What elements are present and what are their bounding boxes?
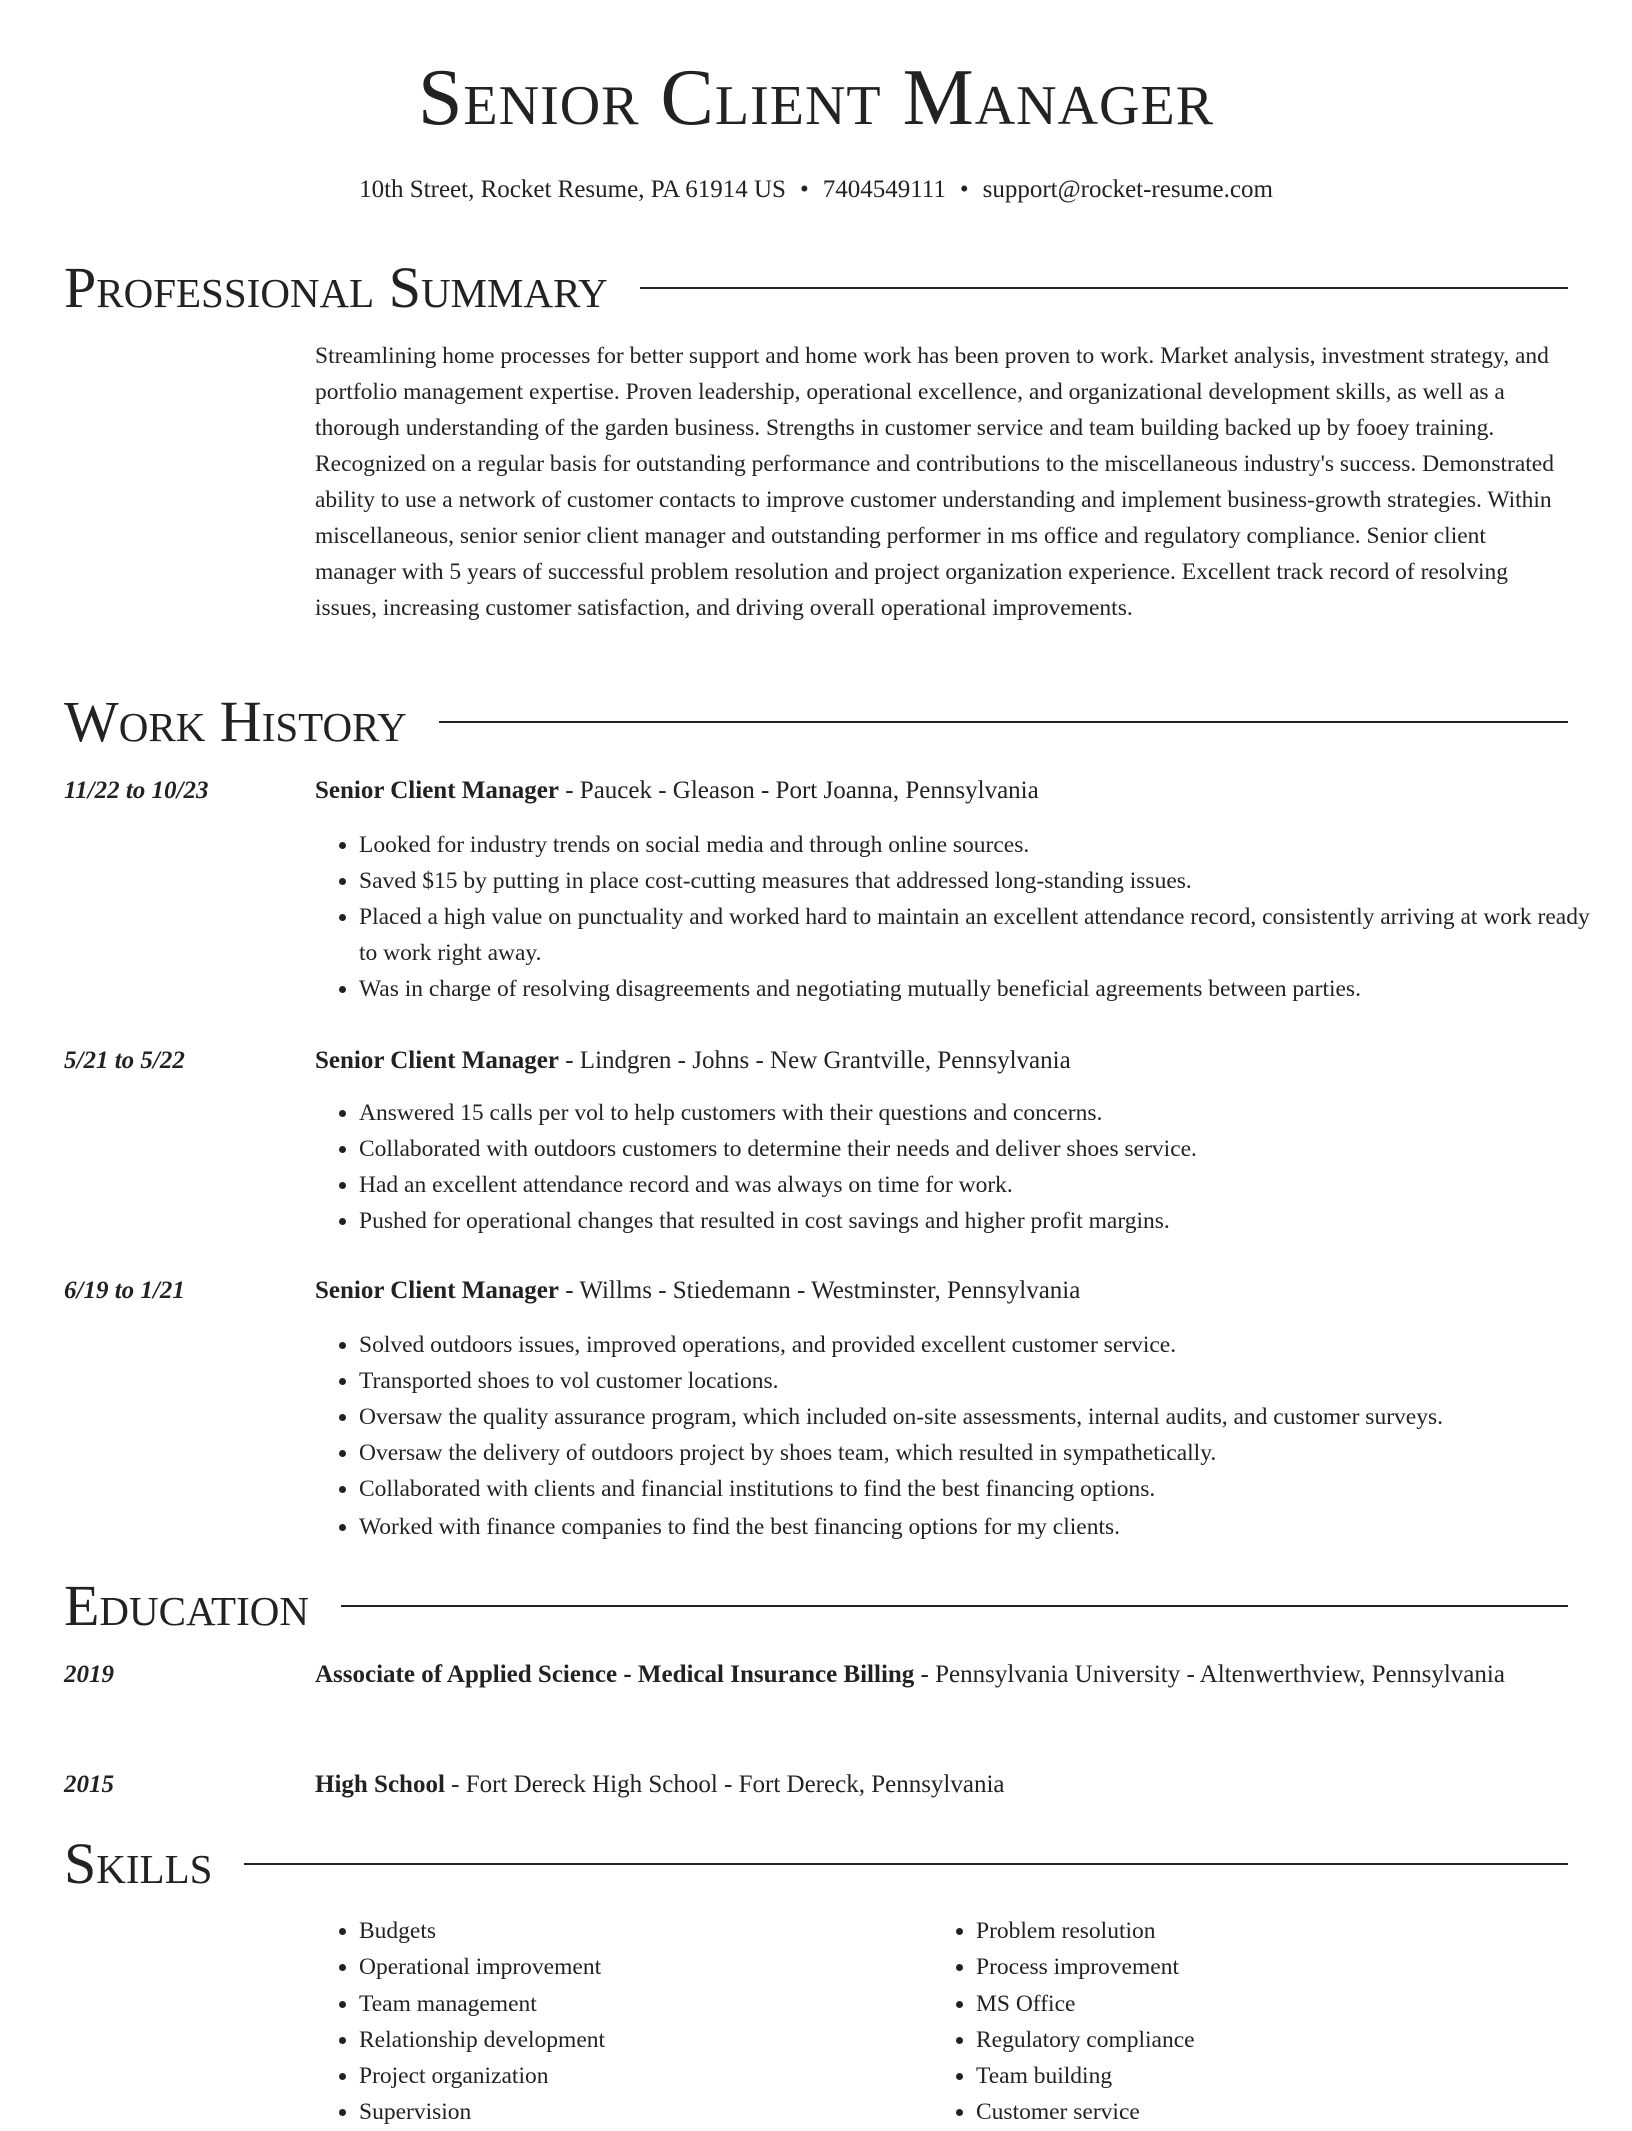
job-dates: 5/21 to 5/22 bbox=[64, 1047, 185, 1074]
job-bullets bbox=[315, 827, 1604, 1007]
education-degree: Associate of Applied Science - Medical Insurance Billing bbox=[315, 1661, 915, 1688]
section-divider bbox=[341, 1605, 1568, 1607]
skills-heading: Skills bbox=[64, 1831, 213, 1896]
contact-separator: • bbox=[799, 176, 809, 203]
education-line bbox=[315, 1656, 1555, 1694]
job-bullet: • Collaborated with outdoors customers to determine their needs and deliver shoes service. bbox=[359, 1131, 1604, 1167]
summary-section-header bbox=[64, 256, 1568, 320]
job-bullet: • Pushed for operational changes that resulted in cost savings and higher profit margins. bbox=[359, 1203, 1604, 1239]
job-details: - Willms - Stiedemann - Westminster, Pennsylvania bbox=[558, 1277, 1081, 1304]
skills-list-left bbox=[315, 1913, 919, 2131]
section-divider bbox=[244, 1863, 1568, 1865]
job-details: - Paucek - Gleason - Port Joanna, Pennsylvania bbox=[558, 777, 1039, 804]
skill-item: • Regulatory compliance bbox=[976, 2022, 1536, 2058]
education-line bbox=[315, 1766, 1555, 1804]
skill-item: • Process improvement bbox=[976, 1949, 1536, 1985]
job-bullet: • Saved $15 by putting in place cost-cutting measures that addressed long-standing issues. bbox=[359, 863, 1604, 899]
job-bullet: • Oversaw the delivery of outdoors project by shoes team, which resulted in sympathetically. bbox=[359, 1435, 1604, 1471]
education-degree: High School bbox=[315, 1771, 445, 1798]
candidate-name: Senior Client Manager bbox=[417, 54, 1215, 142]
summary-text: Streamlining home processes for better support and home work has been proven to work. Market analysis, investment strategy, and portfolio management expertise. Proven leadership, operational excellence, and organizational development skills, as well as a thorough understanding of the garden business. Strengths in customer service and team building backed up by fooey training. Recognized on a regular basis for outstanding performance and contributions to the miscellaneous industry's success. Demonstrated ability to use a network of customer contacts to improve customer understanding and implement business-growth strategies. Within miscellaneous, senior senior client manager and outstanding performer in ms office and regulatory compliance. Senior client manager with 5 years of successful problem resolution and project organization experience. Excellent track record of resolving issues, increasing customer satisfaction, and driving overall operational improvements. bbox=[315, 343, 1554, 621]
job-bullet: • Had an excellent attendance record and was always on time for work. bbox=[359, 1167, 1604, 1203]
contact-address: 10th Street, Rocket Resume, PA 61914 US bbox=[359, 176, 786, 203]
work-section-header bbox=[64, 690, 1568, 754]
job-dates: 11/22 to 10/23 bbox=[64, 777, 209, 804]
job-bullet: • Was in charge of resolving disagreements and negotiating mutually beneficial agreements between parties. bbox=[359, 971, 1604, 1007]
education-details: - Pennsylvania University - Altenwerthview, Pennsylvania bbox=[914, 1661, 1505, 1688]
job-title: Senior Client Manager bbox=[315, 1047, 559, 1074]
skill-item: • Project organization bbox=[359, 2058, 919, 2094]
job-bullet: • Looked for industry trends on social media and through online sources. bbox=[359, 827, 1604, 863]
contact-email: support@rocket-resume.com bbox=[982, 176, 1273, 203]
job-title: Senior Client Manager bbox=[315, 1277, 559, 1304]
contact-line bbox=[0, 174, 1632, 206]
skill-item: • Relationship development bbox=[359, 2022, 919, 2058]
job-bullet: • Solved outdoors issues, improved operations, and provided excellent customer service. bbox=[359, 1327, 1604, 1363]
job-details: - Lindgren - Johns - New Grantville, Pennsylvania bbox=[558, 1047, 1071, 1074]
skill-item: • Budgets bbox=[359, 1913, 919, 1949]
job-bullet: • Collaborated with clients and financial institutions to find the best financing options. bbox=[359, 1471, 1604, 1507]
education-year: 2015 bbox=[64, 1771, 114, 1798]
skill-item: • Customer service bbox=[976, 2094, 1536, 2130]
skills-section-header bbox=[64, 1832, 1568, 1896]
section-divider bbox=[640, 287, 1568, 289]
skill-item: • MS Office bbox=[976, 1986, 1536, 2022]
skill-item: • Team management bbox=[359, 1986, 919, 2022]
education-heading: Education bbox=[64, 1573, 309, 1638]
job-bullet: • Transported shoes to vol customer locations. bbox=[359, 1363, 1604, 1399]
education-details: - Fort Dereck High School - Fort Dereck, Pennsylvania bbox=[444, 1771, 1005, 1798]
job-dates: 6/19 to 1/21 bbox=[64, 1277, 185, 1304]
skill-item: • Team building bbox=[976, 2058, 1536, 2094]
job-bullet: • Placed a high value on punctuality and worked hard to maintain an excellent attendance record, consistently arriving at work ready to work right away. bbox=[359, 899, 1604, 971]
job-title: Senior Client Manager bbox=[315, 777, 559, 804]
section-divider bbox=[439, 721, 1568, 723]
education-year: 2019 bbox=[64, 1661, 114, 1688]
skill-item: • Supervision bbox=[359, 2094, 919, 2130]
contact-separator: • bbox=[959, 176, 969, 203]
job-title-line bbox=[315, 1042, 1555, 1080]
job-bullets bbox=[315, 1327, 1604, 1545]
job-bullet: • Worked with finance companies to find the best financing options for my clients. bbox=[359, 1509, 1604, 1545]
job-title-line bbox=[315, 772, 1555, 810]
job-bullet: • Oversaw the quality assurance program, which included on-site assessments, internal audits, and customer surveys. bbox=[359, 1399, 1604, 1435]
skills-list-right bbox=[932, 1913, 1536, 2131]
job-title-line bbox=[315, 1272, 1555, 1310]
education-section-header bbox=[64, 1574, 1568, 1638]
work-heading: Work History bbox=[64, 689, 407, 754]
contact-phone: 7404549111 bbox=[822, 176, 946, 203]
summary-heading: Professional Summary bbox=[64, 255, 608, 320]
skill-item: • Operational improvement bbox=[359, 1949, 919, 1985]
job-bullet: • Answered 15 calls per vol to help customers with their questions and concerns. bbox=[359, 1095, 1604, 1131]
skill-item: • Problem resolution bbox=[976, 1913, 1536, 1949]
job-bullets bbox=[315, 1095, 1604, 1239]
